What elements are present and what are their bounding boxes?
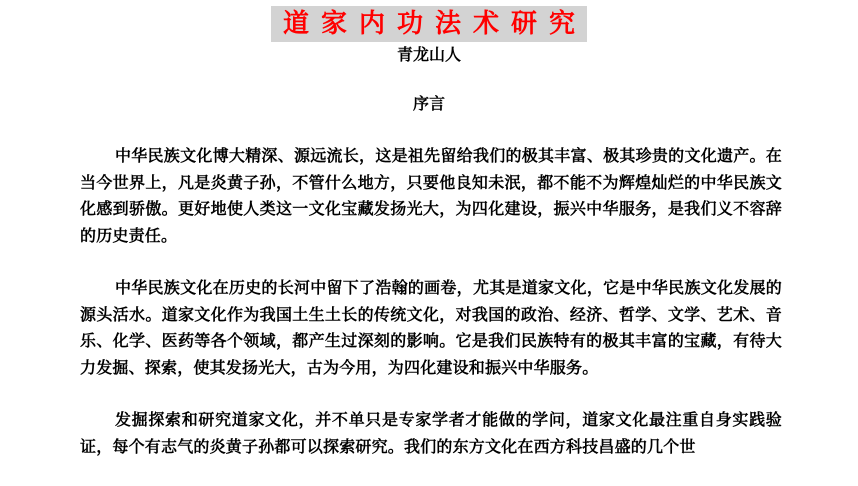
paragraph: 发掘探索和研究道家文化，并不单只是专家学者才能做的学问，道家文化最注重自身实践验证，每个有志气的炎黄子孙都可以探索研究。我们的东方文化在西方科技昌盛的几个世 <box>80 410 782 456</box>
paragraph: 中华民族文化在历史的长河中留下了浩翰的画卷，尤其是道家文化，它是中华民族文化发展的源头活水。道家文化作为我国土生土长的传统文化，对我国的政治、经济、哲学、文学、艺术、音乐、化学、医药等各个领域，都产生过深刻的影响。它是我们民族特有的极其丰富的宝藏，有待大力发掘、探索，使其发扬光大，古为今用，为四化建设和振兴中华服务。 <box>80 278 782 377</box>
document-body <box>80 143 782 486</box>
document-title: 道家内功法术研究 <box>271 6 587 42</box>
section-heading: 序言 <box>412 94 445 113</box>
title-container <box>0 6 858 42</box>
paragraph: 中华民族文化博大精深、源远流长，这是祖先留给我们的极其丰富、极其珍贵的文化遗产。在当今世界上，凡是炎黄子孙，不管什么地方，只要他良知未泯，都不能不为辉煌灿烂的中华民族文化感到骄傲。更好地使人类这一文化宝藏发扬光大，为四化建设，振兴中华服务，是我们义不容辞的历史责任。 <box>80 146 782 245</box>
author-name: 青龙山人 <box>396 45 461 64</box>
